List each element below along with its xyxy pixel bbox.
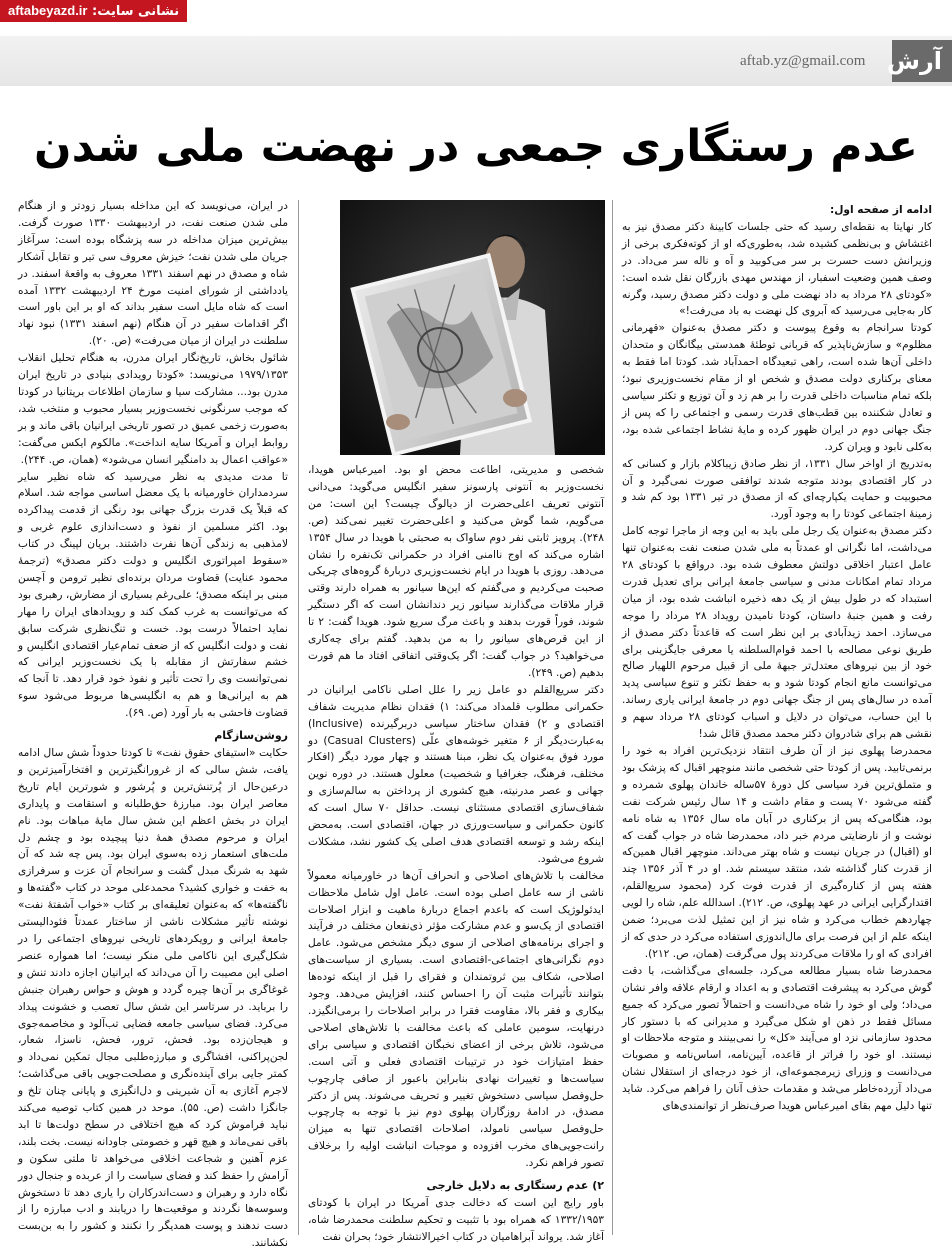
section-heading: روشن‌سازگام bbox=[214, 729, 288, 743]
paragraph: محمدرضا شاه بسیار مطالعه می‌کرد، جلسه‌ای می‌گذاشت، با دقت گوش می‌کرد به پیشرفت اقتصادی و به اعداد و ارقام علاقه وافر نشان می‌داد؛ ولی او خود را شاه می‌دانست و احتمالاً تصور می‌کرد که جمیع مسائل فقط در ذهن او شکل می‌گیرد و مدیرانی که با دستور کار محدود سازمانی نزد او می‌آیند «کل» را نمی‌بینند و متوجه ملاحظات او نیستند. او خود را فراتر از قاعده، آیین‌نامه، اساس‌نامه و مصوبات می‌دانست و وزرای زیرمجموعه‌ای، از خود درجه‌ای از استقلال نشان می‌داد آزرده‌خاطر می‌شد و مقدمات حذف آنان را فراهم می‌کرد. شاید تنها دلیل مهم بقای امیرعباس هویدا صرف‌نظر از توانمندی‌های bbox=[622, 964, 932, 1113]
paragraph: حکایت «استیفای حقوق نفت» تا کودتا حدوداً شش سال ادامه یافت، شش سالی که از غرورانگیزترین و افتخارآمیزترین و درعین‌حال از پُرتنش‌ترین و پُرشور و شورترین ایام تاریخ معاصر ایران بود. مبارزهٔ حق‌طلبانه و استقامت و پایداری ایران در بخش اعظم این شش سال مایهٔ مباهات بود. نام ایران و مرحوم مصدق همهٔ دنیا پیچیده بود و چشم دل ملت‌های استعمار زده به‌سوی ایران بود. پس چه شد که آن شهد به شرنگ مبدل گشت و سرانجام آن عزت و سرفرازی به خفت و خواری کشید؟ محمدعلی موحد در کتاب «گفته‌ها و ناگفته‌ها» که به‌عنوان تعلیقه‌ای بر کتاب «خواب آشفتهٔ نفت» نوشته تأثیر مشکلات ناشی از ساختار عمدتاً فئودالیستی جامعهٔ ایرانی و رویکردهای تاریخی نیروهای اجتماعی را در شکل‌گیری این ناکامی ملی منکر نیست؛ اما همواره عنصر اصلی این مصیبت را آن می‌داند که ایرانیان اجازه دادند تنش و غوغاگری بر آن‌ها چیره گردد و هوش و حواس رهبران جنبش را برباید. در سرتاسر این شش سال تعصب و خشونت پیداد می‌کرد. فضای سیاسی جامعه فضایی تب‌آلود و مخاصمه‌جوی و هیجان‌زده بود. فحش، ترور، فحش، ناسزا، شعار، لجن‌پراکنی، افشاگری و مبارزه‌طلبی مجال تمکین نمی‌داد و کمتر جایی برای آینده‌نگری و مصلحت‌جویی باقی می‌گذاشت؛ لاجرم آغازی به آن شیرینی و دل‌انگیزی و پایانی چنان تلخ و جانگزا داشت (ص. ۵۵). موحد در همین کتاب توصیه می‌کند نباید فراموش کرد که هیچ اختلافی در سطح دولت‌ها تا ابد باقی نمی‌ماند و هیچ قهر و خصومتی جاودانه نیست. بخت بلند، عزم آهنین و شجاعت اخلاقی می‌خواهد تا ملتی سکون و آرامش را حفظ کند و فضای سیاست را از عربده و جنجال دور نگاه دارد و رهبران و دست‌اندرکاران را یاری دهد تا دستخوش وسوسه‌ها نگردند و موقعیت‌ها را دریابند و ادب مبارزه را از دست ندهند و پوست همدیگر را نکنند و کشور را به بن‌بست نکشانند. bbox=[18, 747, 289, 1250]
section-tab: آرش bbox=[892, 40, 952, 82]
paragraph: شخصی و مدیریتی، اطاعت محض او بود. امیرعباس هویدا، نخست‌وزیر به آنتونی پارسونز سفیر انگلیس می‌گوید: می‌دانی آنتونی تعریف اعلی‌حضرت از دیالوگ چیست؟ این است: من می‌گویم، شما گوش می‌کنید و اعلی‌حضرت تغییر نمی‌کند (ص. ۲۴۸). پرویز ثابتی نفر دوم ساواک به صحبتی با هویدا در سال ۱۳۵۴ اشاره می‌کند که اوج ناامنی افراد در حکمرانی تک‌نفره را نشان می‌دهد. روزی با هویدا در ایام نخست‌وزیری دربارهٔ گروه‌های چریکی صحبت می‌کردیم و می‌گفتم که این‌ها سیانور به همراه دارند وقتی قرار ملاقات می‌گذارند سیانور زیر دندانشان است که اگر دستگیر شوند، فوراً قورت بدهند و باعث مرگ سریع شود. هویدا گفت: ۲ تا از این قرص‌های سیانور را به من بدهید. گفتم برای چه‌کاری می‌خواهید؟ در جواب گفت: اگر یک‌وقتی اتفاقی افتاد ما هم قورت بدهیم (ص. ۲۴۹). bbox=[308, 464, 605, 679]
paragraph: تا مدت مدیدی به نظر می‌رسید که شاه نظیر سایر سردمداران خاورمیانه با یک معضل اساسی مواجه شد. اسلام که قبلاً یک قدرت بزرگ جهانی بود رنگی از قدمت پیداکرده بود. اکثر مسلمین از نفوذ و دست‌اندازی علوم غربی و لامذهبی به زندگی آن‌ها نفرت داشتند. بریان لپینگ در کتاب «سقوط امپراتوری انگلیس و دولت دکتر مصدق» (ترجمهٔ محمود عنایت) قضاوت مردان برنده‌ای نظیر ترومن و آچسن مبنی بر اینکه مصدق؛ علی‌رغم بسیاری از مضارش، رهبری بود که می‌توانست به غرب کمک کند و رویدادهای ایران را مهار نماید احتمالاً درست بود. خست و تنگ‌نظری شرکت سابق نفت و دولت انگلیس که از ضعف تمام‌عیار اقتصادی انگلیس و خشم سفارتش از مقابله با یک نخست‌وزیر ایرانی که نمی‌توانست وی را تحت تأثیر و نفوذ خود قرار دهد. تا آنجا که هم به ایرانی‌ها و هم به انگلیسی‌ها مربوط می‌شود سوء قضاوت فاحشی به بار آورد (ص. ۶۹). bbox=[17, 470, 288, 720]
paragraph: باور رایج این است که دخالت جدی آمریکا در ایران با کودتای ۱۳۳۲/۱۹۵۳ که همراه بود با تثبیت و تحکیم سلطنت محمدرضا شاه، آغاز شد. یرواند آبراهامیان در کتاب اخیرالانتشار خود؛ بحران نفت bbox=[308, 1196, 604, 1243]
contact-email[interactable]: aftab.yz@gmail.com bbox=[740, 53, 866, 69]
column-divider bbox=[612, 200, 613, 1235]
paragraph: مخالفت با تلاش‌های اصلاحی و انحراف آن‌ها در خاورمیانه معمولاً ناشی از سه عامل اصلی بوده است. عامل اول شامل ملاحظات ایدئولوژیک است که باعدم اجماع دربارهٔ ماهیت و ابزار اصلاحات اقتصادی از یک‌سو و عدم مشارکت مؤثر ذی‌نفعان مختلف در فرآیند و اجرای برنامه‌های اصلاحی از سوی دیگر مشخص می‌شود. عامل دوم نگرانی‌های اجتماعی-اقتصادی است. بسیاری از سیاست‌های اصلاحی، شکاف بین ثروتمندان و فقرای را قبل از اینکه توده‌ها بتوانند تأثیرات مثبت آن را احساس کنند، افزایش می‌دهد. وجود بیکاری و فقر بالا، مقاومت فقرا در برابر اصلاحات را برمی‌انگیزد. درنهایت، سومین عاملی که باعث مخالفت با تلاش‌های اصلاحی می‌شود، تلاش برخی از اعضای نخبگان اقتصادی و سیاسی برای حفظ امتیازات خود در ترتیبات اقتصادی فعلی و آتی است. سیاست‌ها و تغییرات نهادی بنابراین باعبور از صافی چارچوب حل‌وفصل سیاسی دستخوش تغییر و تحریف می‌شوند. پس از دکتر مصدق، در ادامهٔ روزگاران پهلوی دوم نیز با توجه به چارچوب حل‌وفصل سیاسی نامولد، اصلاحات اقتصادی تنها به میزان رانت‌جویی‌های مخرب افزوده و موجبات انباشت اولیه را برخلاف تصور فراهم نکرد. bbox=[308, 869, 604, 1170]
paragraph: به‌تدریج از اواخر سال ۱۳۳۱، از نظر صادق زیباکلام بازار و کسانی که در کار اقتصادی بودند متوجه شدند توافقی صورت نمی‌گیرد و آن محبوبیت و حمایت یکپارچه‌ای که از مصدق در تیر ۱۳۳۱ بود کم شد و زمینهٔ اجتماعی کودتا را به وجود آورد. bbox=[622, 457, 932, 521]
paragraph: کودتا سرانجام به وقوع پیوست و دکتر مصدق به‌عنوان «قهرمانی مظلوم» و سازش‌ناپذیر که قربانی توطئهٔ همدستی بیگانگان و متحدان داخلی آن‌ها شده است، راهی تبعیدگاه احمدآباد شد. کودتا اما فقط به معنای برکناری دولت مصدق و شخص او از مقام نخست‌وزیری نبود؛ بلکه تمام مناسبات داخلی قدرت را بر هم زد و آن توزیع و تکثر سیاسی و تعادل شکننده بین قطب‌های قدرت رسمی و اجتماعی را که پس از جنگ جهانی دوم در ایران ظهور کرده و مایهٔ نشاط اجتماعی شده بود، به‌کلی نابود و ویران کرد. bbox=[622, 322, 932, 453]
article-column-right bbox=[622, 198, 932, 1238]
column-divider bbox=[298, 200, 299, 1235]
article-photo bbox=[340, 200, 605, 455]
paragraph: شائول بخاش، تاریخ‌نگار ایران مدرن، به هنگام تحلیل انقلاب ۱۹۷۹/۱۳۵۳ می‌نویسد: «کودتا رویدادی بنیادی در تاریخ ایران مدرن بود... مشارکت سیا و سازمان اطلاعات بریتانیا در کودتا که موجب سرنگونی نخست‌وزیر بسیار محبوب و منتخب شد، به‌صورت زخمی عمیق در تصور تاریخی ایرانیان باقی ماند و بر روابط ایران و آمریکا سایه انداخت». مالکوم ایکس می‌گفت: «عواقب اعمال بد دامنگیر انسان می‌شود» (همان، ص. ۲۴۴). bbox=[18, 352, 288, 466]
paragraph: محمدرضا پهلوی نیز از آن طرف انتقاد نزدیک‌ترین افراد به خود را برنمی‌تابید. پس از کودتا حتی شخصی مانند منوچهر اقبال که پزشک بود و متملق‌ترین فرد سیاسی کل دورهٔ ۵۷ساله خاندان پهلوی شمرده و گفته می‌شود ۷۰ پست و مقام داشت و ۱۴ سال رئیس شرکت نفت بود، هنگامی‌که پس از برکناری در آبان ماه سال ۱۳۵۶ به شاه نامه نوشت و از نارضایتی مردم خبر داد، محمدرضا شاه در جواب گفت که او (اقبال) در جریان نیست و شاه بهتر می‌داند. منوچهر اقبال همین‌که از قدرت کنار گذاشته شد، منتقد سیستم شد. او در ۴ آذر ۱۳۵۶ چند هفته پس از کناره‌گیری از قدرت فوت کرد (محمود سریع‌القلم، اقتدارگرایی ایرانی در عهد پهلوی، ص. ۲۱۲). اسدالله علم، شاه را لویی چهاردهم خطاب می‌کرد و شاه نیز از این تمثیل لذت می‌برد؛ ضمن اینکه علم از این فرصت برای مال‌اندوزی استفاده می‌کرد در حدی که از افرادی که او را ملاقات می‌کردند پول می‌گرفت (همان، ص. ۲۱۲). bbox=[622, 745, 932, 960]
section-heading: ۲) عدم رستگاری به دلایل خارجی bbox=[426, 1179, 604, 1193]
paragraph: در ایران، می‌نویسد که این مداخله بسیار زودتر و از هنگام ملی شدن صنعت نفت، در اردیبهشت ۱۳۳۰ صورت گرفت. بیش‌ترین میزان مداخله در سه پزشگاه بوده است: سرآغاز جریان ملی شدن نفت؛ خیزش معروف سی تیر و تقابل آشکار شاه و مصدق در نهم اسفند ۱۳۳۱ معروف به واقعهٔ اسفند. در یادداشتی از شورای امنیت مورخ ۲۴ اردیبهشت ۱۳۳۲ آمده است که شاه مایل است سفیر بداند که او بر این باور است اگر اقدامات سفیر در آن هنگام (نهم اسفند ۱۳۳۱) نبود نهاد سلطنت در ایران از میان می‌رفت» (ص. ۲۰). bbox=[18, 200, 289, 348]
paragraph: دکتر مصدق به‌عنوان یک رجل ملی باید به این وجه از ماجرا توجه کامل می‌داشت، اما نگرانی او عمدتاً به ملی شدن صنعت نفت به‌عنوان تنها عامل اعتبار اخلاقی دولتش معطوف شده بود. درواقع با کودتای ۲۸ مرداد تمام امکانات مدنی و سیاسی جامعهٔ ایرانی برای تعدیل قدرت استبداد که در طول بیش از یک دهه ذخیره انباشت شده بود، از میان رفت و همین جنبهٔ داستان، کودتا نامیدن رویداد ۲۸ مرداد را موجه می‌سازد. احمد زیدآبادی بر این نظر است که قاعدتاً دکتر مصدق از طریق نوعی مصالحه با احمد قوام‌السلطنه یا معرفی جایگزینی برای خود از بین نیروهای معتدل‌تر جبههٔ ملی از قبیل مرحوم اللهیار صالح می‌توانست مانع انجام کودتا شود و به حفظ تکثر و تنوع سیاسی پدید آمده در سال‌های پس از جنگ جهانی دوم در جامعهٔ ایرانی یاری رساند. با این حساب، می‌توان در دلایل و اسباب کودتای ۲۸ مرداد سهم و نقشی هم برای شادروان دکتر محمد مصدق قائل شد! bbox=[622, 525, 933, 741]
site-address-label[interactable] bbox=[0, 0, 187, 22]
paragraph: دکتر سریع‌القلم دو عامل زیر را علل اصلی ناکامی ایرانیان در حکمرانی مطلوب قلمداد می‌کند: ۱) فقدان نظام مدیریت شفاف اقتصادی و ۲) فقدان ساختار سیاسی دربرگیرنده (Inclusive) به‌عبارت‌دیگر از ۶ متغیر خوشه‌های علّی (Casual Clusters) دو مورد فوق به‌عنوان یک نظر، مبنا هستند و چهار مورد دیگر (افکار مختلف، فرهنگ، جغرافیا و شخصیت) معلول هستند. در دوره نوین جهانی و عصر مدرنیته، هیچ کشوری از پرداختن به سالم‌سازی و شفاف‌سازی اقتصادی مستثنای نیست. حداقل ۷۰ سال است که کانون حکمرانی و سیاست‌ورزی در جهان، اقتصادی است. به‌محض اینکه رشد و توسعه اقتصادی هدف اصلی یک کشور نشد، مشکلات شروع می‌شود. bbox=[308, 683, 604, 865]
section-heading: ادامه از صفحه اول: bbox=[829, 204, 932, 216]
site-url[interactable]: aftabeyazd.ir bbox=[8, 3, 88, 18]
article-column-middle bbox=[308, 462, 605, 1243]
article-column-left bbox=[17, 198, 289, 1250]
paragraph: کار نهایتا به نقطه‌ای رسید که حتی جلسات کابینهٔ دکتر مصدق نیز به اغتشاش و بی‌نظمی کشیده شد، به‌طوری‌که او از کوته‌فکری برخی از وزیرانش دست حسرت بر سر می‌کوبید و آه و ناله سر می‌داد. در وصف همین وضعیت اسفبار، از مهندس مهدی بازرگان نقل شده است: «کودتای ۲۸ مرداد به داد نهضت ملی و دولت دکتر مصدق رسید، وگرنه کار به‌جایی می‌رسید که آبروی کل نهضت به باد می‌رفت!» bbox=[622, 220, 932, 318]
site-label-prefix: نشانی سایت: bbox=[92, 4, 180, 19]
photo-illustration bbox=[340, 200, 605, 455]
article-headline: عدم رستگاری جمعی در نهضت ملی شدن bbox=[34, 121, 918, 172]
